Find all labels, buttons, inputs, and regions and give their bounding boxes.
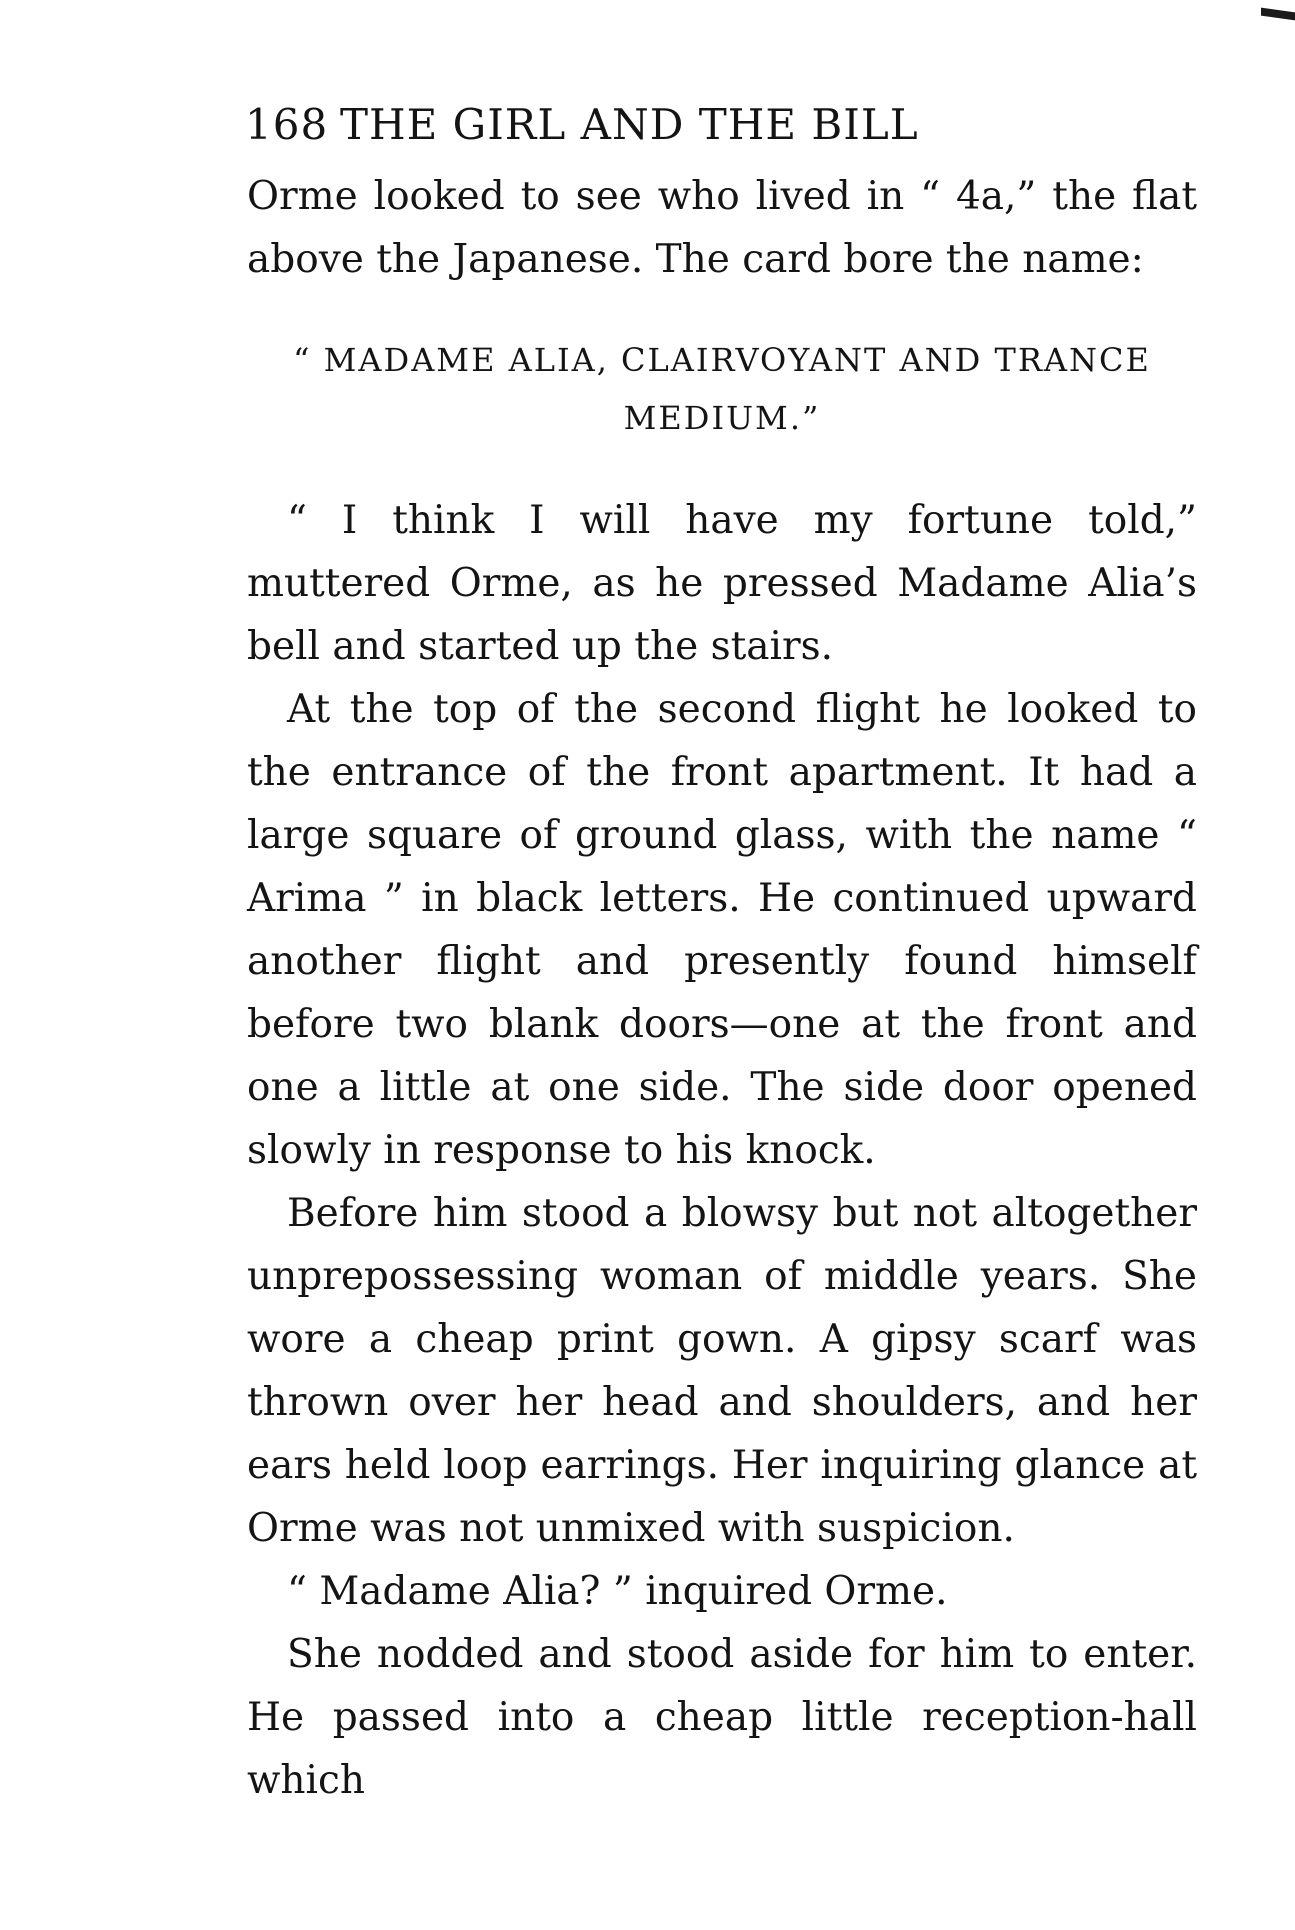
paragraph: Orme looked to see who lived in “ 4a,” the flat above the Japanese. The card bore the name: — [247, 174, 1197, 282]
running-head — [245, 100, 1205, 150]
paragraph: At the top of the second flight he looked to the entrance of the front apartment. It had a large square of ground glass, with the name “ Arima ” in black letters. He continued upward another flight and presently found himself before two blank doors—one at the front and one a little at one side. The side door opened slowly in response to his knock. — [247, 687, 1197, 1173]
scan-corner-mark — [1261, 8, 1295, 21]
paragraph: “ I think I will have my fortune told,” muttered Orme, as he pressed Madame Alia’s bell and started up the stairs. — [247, 498, 1197, 669]
calling-card-line: MEDIUM.” — [623, 399, 821, 437]
calling-card-text — [247, 331, 1197, 447]
body-text — [247, 165, 1197, 1812]
paragraph: Before him stood a blowsy but not altogether unprepossessing woman of middle years. She wore a cheap print gown. A gipsy scarf was thrown over her head and shoulders, and her ears held loop earrings. Her inquiring glance at Orme was not unmixed with suspicion. — [247, 1191, 1197, 1551]
paragraph: “ Madame Alia? ” inquired Orme. — [287, 1569, 948, 1614]
calling-card-line: “ MADAME ALIA, CLAIRVOYANT AND TRANCE — [293, 341, 1151, 379]
running-title: THE GIRL AND THE BILL — [340, 100, 919, 149]
page-number: 168 — [245, 100, 329, 149]
paragraph: She nodded and stood aside for him to enter. He passed into a cheap little reception-hall which — [247, 1632, 1197, 1803]
